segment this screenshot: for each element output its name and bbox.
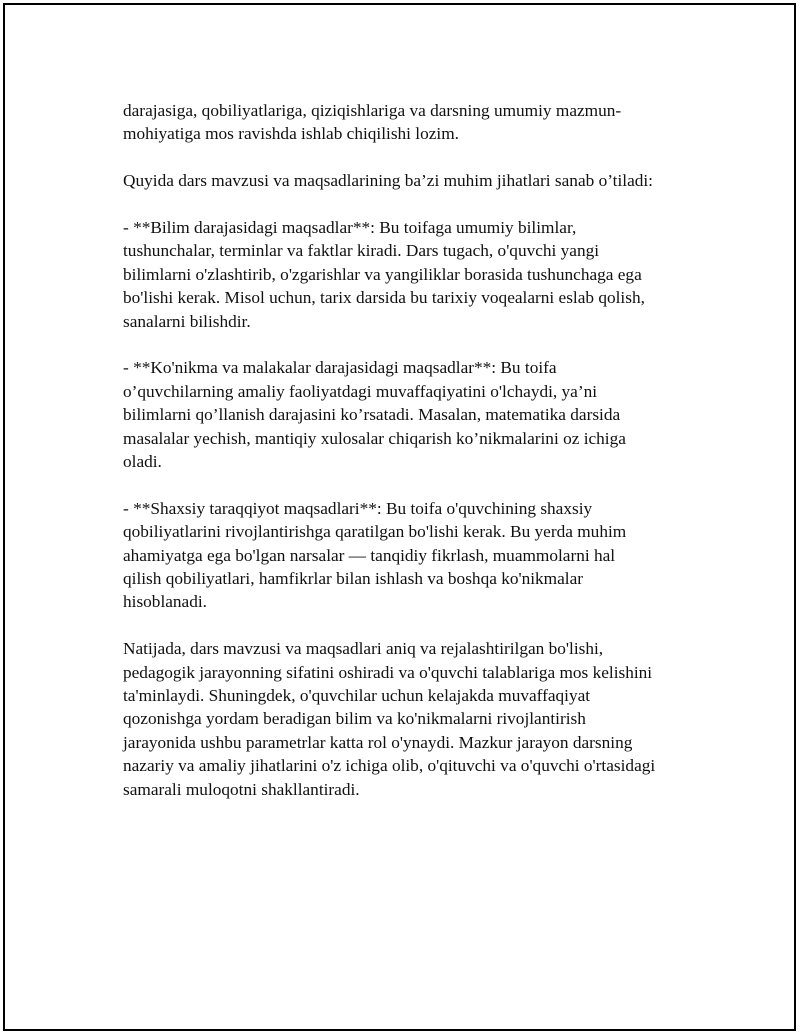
text-line: hisoblanadi. — [123, 592, 207, 612]
paragraph-intro-continuation — [123, 99, 688, 146]
text-line: mohiyatiga mos ravishda ishlab chiqilishi lozim. — [123, 124, 459, 144]
text-line: - **Shaxsiy taraqqiyot maqsadlari**: Bu toifa o'quvchining shaxsiy — [123, 498, 593, 518]
text-line: sanalarni bilishdir. — [123, 311, 251, 331]
text-line: o’quvchilarning amaliy faoliyatdagi muvaffaqiyatini o'lchaydi, ya’ni — [123, 381, 598, 401]
text-line: qozonishga yordam beradigan bilim va ko'nikmalarni rivojlantirish — [123, 709, 586, 729]
text-line: oladi. — [123, 452, 162, 472]
paragraph-conclusion — [123, 637, 688, 801]
text-line: qobiliyatlarini rivojlantirishga qaratilgan bo'lishi kerak. Bu yerda muhim — [123, 522, 627, 542]
text-line: jarayonida ushbu parametrlar katta rol o'ynaydi. Mazkur jarayon darsning — [123, 732, 633, 752]
document-body — [123, 99, 688, 825]
text-line: masalalar yechish, mantiqiy xulosalar chiqarish ko’nikmalarini oz ichiga — [123, 428, 626, 448]
text-line: Natijada, dars mavzusi va maqsadlari aniq va rejalashtirilgan bo'lishi, — [123, 639, 604, 659]
text-line: bilimlarni qo’llanish darajasini ko’rsatadi. Masalan, matematika darsida — [123, 405, 621, 425]
text-line: ta'minlaydi. Shuningdek, o'quvchilar uchun kelajakda muvaffaqiyat — [123, 686, 591, 706]
text-line: - **Bilim darajasidagi maqsadlar**: Bu toifaga umumiy bilimlar, — [123, 218, 577, 237]
text-line: darajasiga, qobiliyatlariga, qiziqishlariga va darsning umumiy mazmun- — [123, 101, 622, 120]
list-item-personal-growth-goals — [123, 497, 688, 614]
text-line: qilish qobiliyatlari, hamfikrlar bilan ishlash va boshqa ko'nikmalar — [123, 569, 584, 589]
text-line: - **Ko'nikma va malakalar darajasidagi maqsadlar**: Bu toifa — [123, 358, 557, 378]
text-line: tushunchalar, terminlar va faktlar kiradi. Dars tugach, o'quvchi yangi — [123, 241, 600, 261]
list-item-knowledge-goals — [123, 216, 688, 333]
text-line: bilimlarni o'zlashtirib, o'zgarishlar va yangiliklar borasida tushunchaga ega — [123, 264, 642, 284]
text-line: bo'lishi kerak. Misol uchun, tarix darsida bu tarixiy voqealarni eslab qolish, — [123, 288, 645, 308]
list-item-skills-goals — [123, 356, 688, 473]
text-line: nazariy va amaliy jihatlarini o'z ichiga olib, o'qituvchi va o'quvchi o'rtasidagi — [123, 756, 656, 776]
text-line: Quyida dars mavzusi va maqsadlarining ba’zi muhim jihatlari sanab o’tiladi: — [123, 171, 653, 191]
text-line: samarali muloqotni shakllantiradi. — [123, 779, 360, 799]
text-line: pedagogik jarayonning sifatini oshiradi va o'quvchi talablariga mos kelishini — [123, 662, 653, 682]
text-line: ahamiyatga ega bo'lgan narsalar — tanqidiy fikrlash, muammolarni hal — [123, 545, 616, 565]
paragraph-aspects-intro — [123, 169, 688, 192]
page-frame — [3, 3, 796, 1031]
